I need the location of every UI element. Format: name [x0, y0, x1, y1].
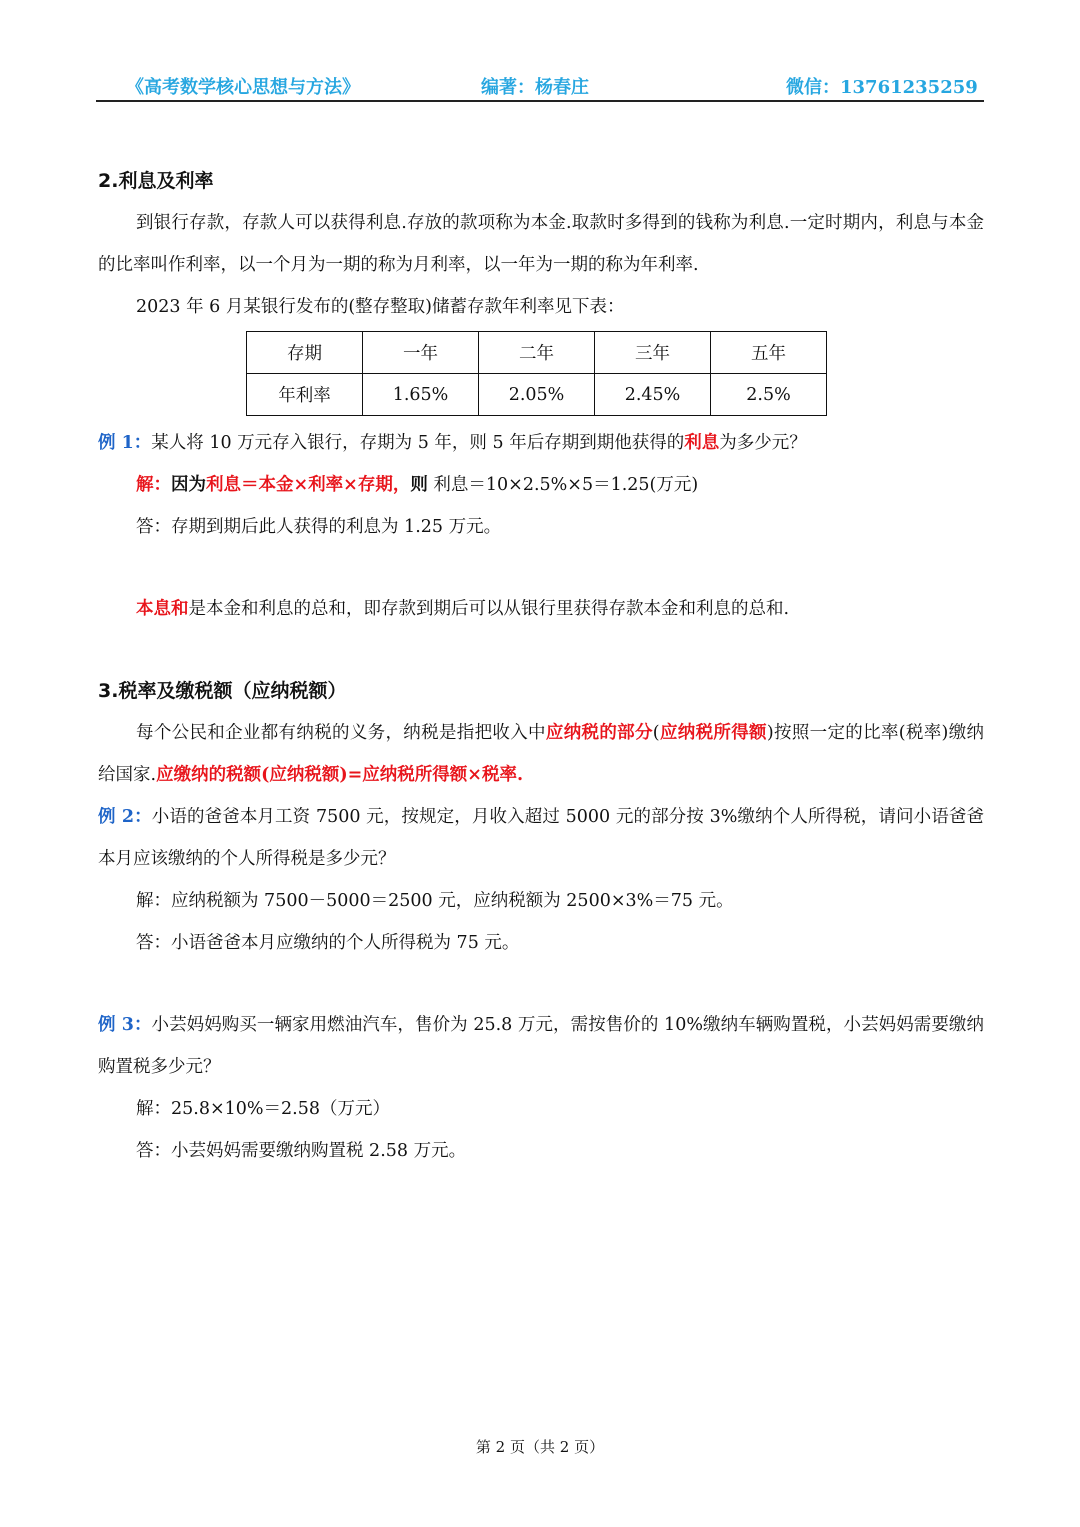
table-cell: 一年	[363, 332, 479, 374]
highlight-term: 利息	[684, 433, 720, 453]
interest-definition: 到银行存款，存款人可以获得利息.存放的款项称为本金.取款时多得到的钱称为利息.一定时期内，利息与本金的比率叫作利率，以一个月为一期的称为月利率，以一年为一期的称为年利率.	[98, 213, 984, 275]
page-header	[96, 70, 984, 102]
definition-text: (	[652, 723, 660, 743]
solution-calc: 利息＝10×2.5%×5＝1.25(万元)	[427, 475, 699, 495]
definition-text: 是本金和利息的总和，即存款到期后可以从银行里获得存款本金和利息的总和.	[188, 599, 790, 619]
example-2-solution: 解：应纳税额为 7500－5000＝2500 元，应纳税额为 2500×3%＝75 元。	[136, 891, 734, 911]
table-cell: 2.5%	[711, 374, 827, 416]
table-row	[247, 374, 827, 416]
rate-table-intro: 2023 年 6 月某银行发布的(整存整取)储蓄存款年利率见下表：	[136, 297, 625, 317]
example-1-solution	[98, 464, 984, 506]
highlight-term: 应纳税的部分	[545, 723, 653, 743]
solution-label: 解：	[136, 475, 171, 495]
book-title: 《高考数学核心思想与方法》	[126, 77, 360, 98]
table-cell: 2.45%	[595, 374, 711, 416]
definition-text: 每个公民和企业都有纳税的义务，纳税是指把收入中	[136, 723, 546, 743]
page-content	[98, 160, 984, 1172]
example-2-answer: 答：小语爸爸本月应缴纳的个人所得税为 75 元。	[136, 933, 520, 953]
table-cell: 二年	[479, 332, 595, 374]
section-title-tax: 3.税率及缴税额（应纳税额）	[98, 680, 347, 702]
table-cell: 年利率	[247, 374, 363, 416]
tax-definition	[98, 712, 984, 796]
principal-definition	[98, 588, 984, 630]
table-cell: 2.05%	[479, 374, 595, 416]
solution-text: 因为	[171, 475, 206, 495]
author: 编著：杨春庄	[481, 77, 589, 98]
example-label: 例 3：	[98, 1015, 152, 1035]
example-3-solution: 解：25.8×10%＝2.58（万元）	[136, 1099, 390, 1119]
highlight-term: 应纳税所得额	[659, 723, 767, 743]
table-cell: 三年	[595, 332, 711, 374]
example-label: 例 2：	[98, 807, 152, 827]
example-text: 为多少元？	[719, 433, 807, 453]
page-number: 第 2 页（共 2 页）	[475, 1438, 605, 1456]
highlight-term: 本息和	[136, 599, 189, 619]
wechat-contact: 微信：13761235259	[786, 77, 978, 98]
solution-text: 则	[410, 475, 428, 495]
section-title-interest: 2.利息及利率	[98, 170, 214, 192]
example-text: 小语的爸爸本月工资 7500 元，按规定，月收入超过 5000 元的部分按 3%缴纳个人所得税，请问小语爸爸本月应该缴纳的个人所得税是多少元？	[98, 807, 984, 869]
definition-text: )按照一定的比率(税率)缴纳给国家.	[98, 723, 985, 785]
example-1-question	[98, 422, 984, 464]
example-2-question	[98, 796, 984, 880]
example-1-answer: 答：存期到期后此人获得的利息为 1.25 万元。	[136, 517, 502, 537]
example-3-question	[98, 1004, 984, 1088]
table-cell: 存期	[247, 332, 363, 374]
example-text: 小芸妈妈购买一辆家用燃油汽车，售价为 25.8 万元，需按售价的 10%缴纳车辆购置税，小芸妈妈需要缴纳购置税多少元？	[98, 1015, 984, 1077]
interest-formula: 利息＝本金×利率×存期，	[206, 475, 411, 495]
example-3-answer: 答：小芸妈妈需要缴纳购置税 2.58 万元。	[136, 1141, 467, 1161]
table-header-row	[247, 332, 827, 374]
table-cell: 五年	[711, 332, 827, 374]
interest-rate-table	[246, 331, 827, 416]
table-cell: 1.65%	[363, 374, 479, 416]
example-label: 例 1：	[98, 433, 152, 453]
example-text: 某人将 10 万元存入银行，存期为 5 年，则 5 年后存期到期他获得的	[151, 433, 685, 453]
tax-formula: 应缴纳的税额(应纳税额)=应纳税所得额×税率.	[156, 765, 524, 785]
